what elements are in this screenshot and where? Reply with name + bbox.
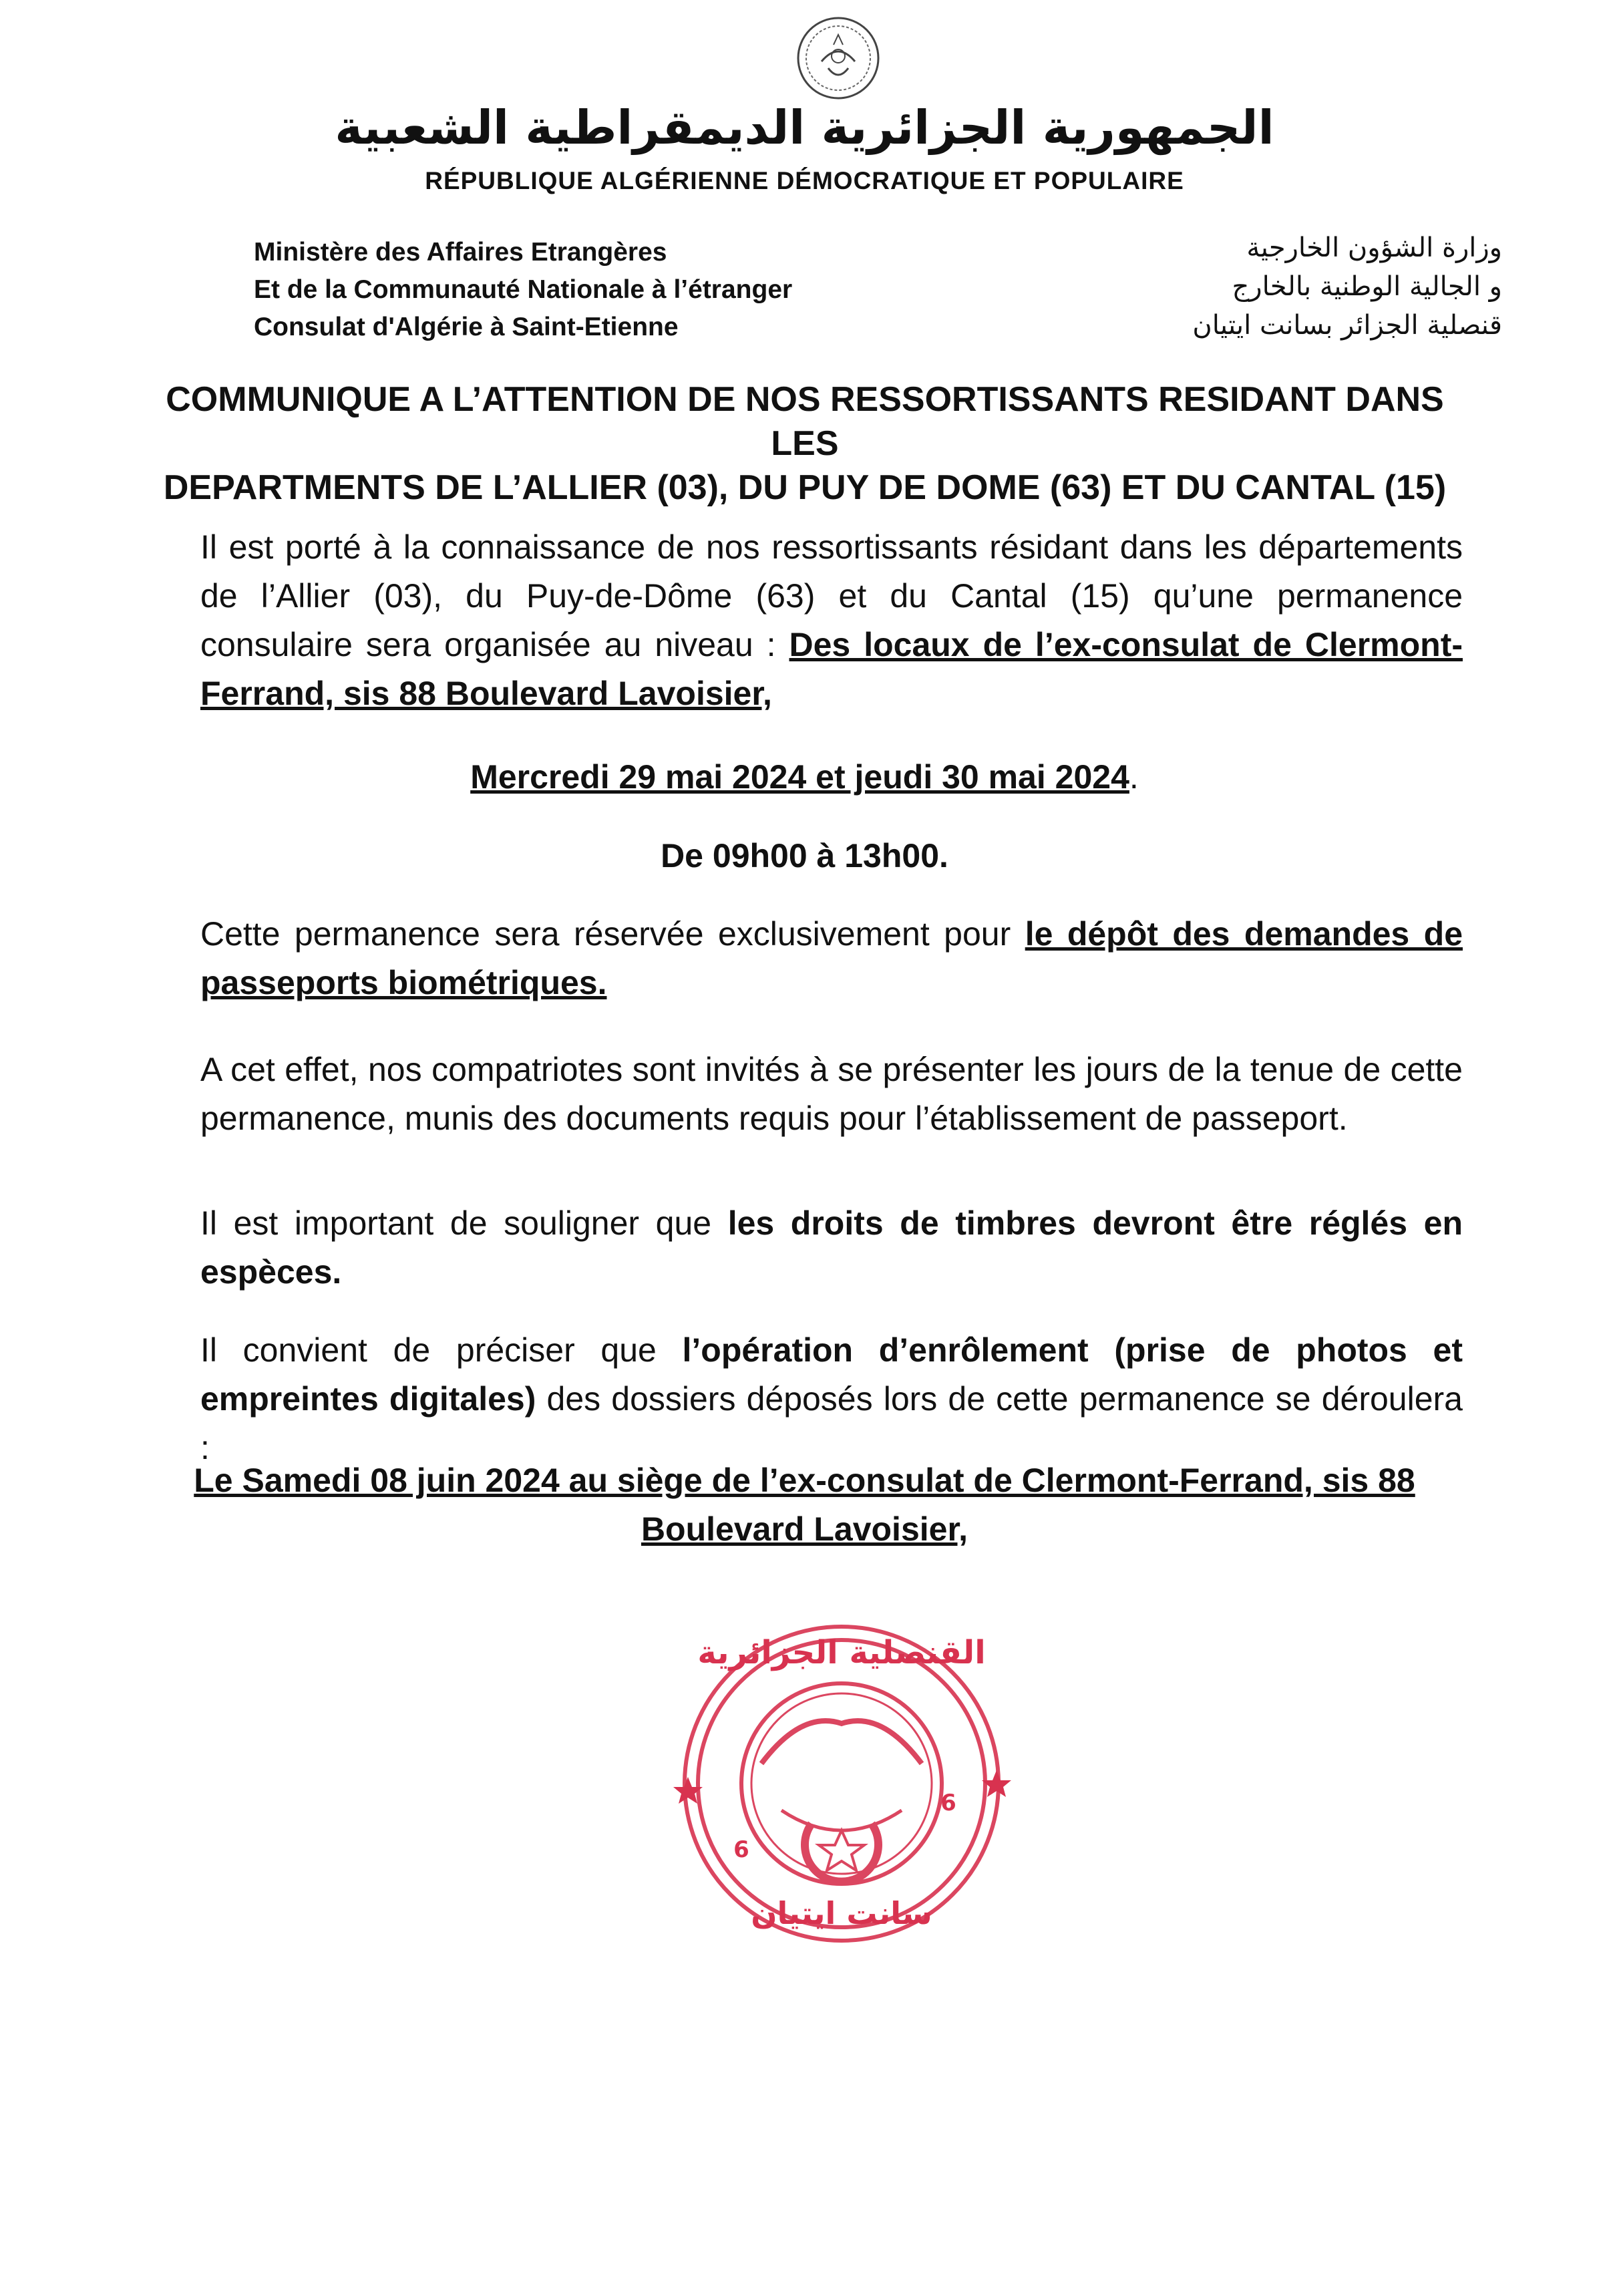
seal-bottom-text: سانت ايتيان xyxy=(751,1895,932,1931)
communique-line: DEPARTMENTS DE L’ALLIER (03), DU PUY DE DOME (63) ET DU CANTAL (15) xyxy=(163,468,1447,507)
ministry-ar-line: وزارة الشؤون الخارجية xyxy=(1246,232,1502,263)
french-republic-title: RÉPUBLIQUE ALGÉRIENNE DÉMOCRATIQUE ET POPULAIRE xyxy=(425,167,1184,194)
final-line: Le Samedi 08 juin 2024 au siège de l’ex-consulat de Clermont-Ferrand, sis 88 xyxy=(194,1462,1415,1499)
paragraph-enrolment xyxy=(200,1326,1463,1472)
enrolment-text: Il convient de préciser que xyxy=(200,1331,683,1369)
ministry-fr-line: Consulat d'Algérie à Saint-Etienne xyxy=(254,313,679,341)
enrolment-text-end: des dossiers déposés lors de cette permanence se déroulera : xyxy=(200,1380,1463,1466)
seal-number: 6 xyxy=(733,1836,749,1863)
ministry-fr-line: Ministère des Affaires Etrangères xyxy=(254,238,667,267)
dates-line xyxy=(0,753,1609,802)
hours-line: De 09h00 à 13h00. xyxy=(661,837,948,874)
intro-text: Il est porté à la connaissance de nos ressortissants résidant dans les départements de l’Allier (03), du Puy-de-Dôme (63) et du Cantal (15) qu’une permanence consulaire sera organisée au niveau : xyxy=(200,528,1463,663)
stamps-emphasis: les droits de timbres devront être réglés en espèces. xyxy=(200,1204,1463,1291)
purpose-text: Cette permanence sera réservée exclusivement pour xyxy=(200,915,1025,953)
location-text: Des locaux de l’ex-consulat de Clermont-Ferrand, sis 88 Boulevard Lavoisier, xyxy=(200,626,1463,712)
paragraph-stamps xyxy=(200,1199,1463,1297)
consulate-seal-icon xyxy=(668,1610,1015,1957)
communique-heading xyxy=(160,377,1449,510)
paragraph-intro xyxy=(200,523,1463,718)
paragraph-purpose xyxy=(200,910,1463,1007)
arabic-republic-title: الجمهورية الجزائرية الديمقراطية الشعبية xyxy=(335,100,1274,155)
final-location-block xyxy=(0,1456,1609,1554)
ministry-fr-line: Et de la Communauté Nationale à l’étranger xyxy=(254,275,793,304)
ministry-french-block xyxy=(254,234,792,346)
dates-text: Mercredi 29 mai 2024 et jeudi 30 mai 2024 xyxy=(470,758,1129,796)
dates-suffix: . xyxy=(1129,758,1139,796)
communique-line: COMMUNIQUE A L’ATTENTION DE NOS RESSORTISSANTS RESIDANT DANS LES xyxy=(166,380,1444,463)
final-line: Boulevard Lavoisier, xyxy=(641,1510,968,1548)
ministry-ar-line: قنصلية الجزائر بسانت ايتيان xyxy=(1192,310,1502,341)
enrolment-emphasis: l’opération d’enrôlement (prise de photos et empreintes digitales) xyxy=(200,1331,1463,1418)
seal-outer-text: القنصلية الجزائرية xyxy=(697,1634,986,1671)
algeria-emblem-icon xyxy=(795,15,882,102)
documents-text: A cet effet, nos compatriotes sont invités à se présenter les jours de la tenue de cette permanence, munis des documents requis pour l’établissement de passeport. xyxy=(200,1051,1463,1137)
paragraph-documents xyxy=(200,1045,1463,1143)
purpose-emphasis: le dépôt des demandes de passeports biométriques. xyxy=(200,915,1463,1001)
stamps-text: Il est important de souligner que xyxy=(200,1204,728,1242)
ministry-arabic-block xyxy=(1192,228,1502,345)
seal-number: 6 xyxy=(940,1790,956,1816)
ministry-ar-line: و الجالية الوطنية بالخارج xyxy=(1232,271,1502,302)
